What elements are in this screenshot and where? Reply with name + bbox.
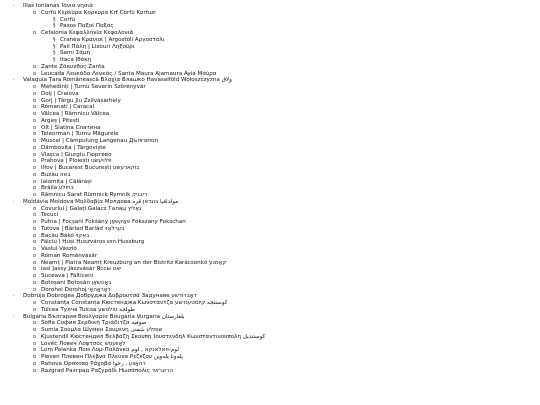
bullet-icon: o	[33, 239, 37, 246]
list-item-text: Buzău באזו	[41, 171, 71, 178]
list-item	[0, 354, 540, 361]
bullet-icon: o	[33, 347, 37, 354]
bullet-icon: o	[33, 252, 37, 259]
list-item-text: Valaquia Țara Românească Βλαχία Влашко Havasalföld Wołoszczyzna ولاق	[23, 77, 232, 84]
list-item-text: Iasi Jassy Jászvásár Яссы יאס	[41, 266, 122, 273]
list-item-text: Palí Πάλη | Lixouri Ληξούρι	[60, 43, 135, 50]
list-item-text: Dâmbovița | Târgoviște	[41, 144, 106, 151]
list-item	[0, 84, 540, 91]
list-item	[0, 219, 540, 226]
list-item-text: Moldávia Moldova Μολδαβία Молдова مولدافيا בוגדאן قره	[23, 198, 179, 205]
list-item	[0, 71, 540, 78]
list-item-text: Bacău Bákó באקוי	[41, 232, 90, 239]
list-item-text: Leucada Λευκάδα Λευκάς / Santa Maura Ajamaura Ayia Μαύρα	[41, 70, 217, 77]
bullet-icon: o	[33, 327, 37, 333]
list-item	[0, 125, 540, 132]
list-item-text: Bulgaria България Βουλγαρία Bougaria Vurgaria بلغارستان	[23, 313, 185, 320]
list-item	[0, 314, 540, 321]
bullet-icon: o	[33, 367, 37, 374]
bullet-icon: o	[33, 97, 37, 104]
list-item-text: Muscel | Câmpulung Langenau Дългопол	[41, 138, 158, 144]
list-item	[0, 98, 540, 105]
list-item	[0, 361, 540, 368]
list-item-text: Itaca Ιθάκη	[60, 57, 92, 63]
list-item	[0, 64, 540, 71]
bullet-icon: o	[33, 70, 37, 77]
list-item-text: Zante Ζάκυνθος Zanta	[41, 63, 105, 70]
bullet-icon: o	[33, 111, 37, 117]
list-item-text: Râmnicu Sarat Rümnick Rymnik ריבניק	[41, 192, 148, 198]
list-item-text: Lovéč Ловеч Λοφτσός לאָװעטש	[41, 340, 126, 347]
bullet-icon: o	[33, 259, 37, 266]
list-item	[0, 233, 540, 240]
list-item	[0, 212, 540, 219]
list-item-text: Covurlui | Galați Galacz Галац גאַליץ	[41, 205, 142, 212]
list-item-text: Dobrūja Dobrogea Добруджа Δοβρουτσά Задунаве דאָברודשע	[23, 293, 197, 300]
list-item	[0, 23, 540, 30]
list-item-text: Dolj | Craiova	[41, 90, 79, 97]
bullet-icon: §	[53, 57, 56, 63]
list-item	[0, 192, 540, 199]
bullet-icon: §	[53, 43, 56, 50]
list-item-text: Gorj | Târgu Jiu Zsilvásárhely	[41, 97, 121, 104]
list-item	[0, 327, 540, 334]
list-item	[0, 341, 540, 348]
bullet-icon: o	[33, 273, 37, 279]
list-item-text: Teleorman | Turnu Măgurele	[41, 131, 119, 138]
list-item	[0, 91, 540, 98]
bullet-icon: o	[33, 333, 37, 340]
list-item	[0, 206, 540, 213]
list-item	[0, 37, 540, 44]
bullet-icon: ·	[13, 77, 15, 84]
bullet-icon: o	[33, 151, 37, 158]
list-item-text: Romanați | Caracal	[41, 104, 95, 111]
list-item-text: Vaslui Vászló	[41, 246, 77, 252]
list-item	[0, 307, 540, 314]
bullet-icon: o	[33, 266, 37, 273]
list-item-text: Sófia София Σερδική Τριάδιτζα صوفيه	[41, 320, 147, 327]
list-item-text: Illas Ionianas Ἰόνια νησιά	[23, 3, 93, 9]
list-item-text: Suceava | Fălticeni	[41, 273, 94, 279]
bullet-icon: ·	[13, 198, 15, 205]
bullet-icon: o	[33, 131, 37, 138]
list-item	[0, 158, 540, 165]
list-item-text: Corfú Κέρκυρα Κόρκυρα Krf Corfú Korfuzi	[41, 9, 156, 16]
bullet-icon: o	[33, 320, 37, 327]
nested-outline-list	[0, 3, 540, 374]
bullet-icon: o	[33, 192, 37, 198]
bullet-icon: o	[33, 9, 37, 16]
bullet-icon: o	[33, 360, 37, 367]
list-item	[0, 3, 540, 10]
bullet-icon: o	[33, 185, 37, 192]
list-item-text: Fălciu | Huși Huszváros חוש Hussburg	[41, 239, 145, 246]
bullet-icon: o	[33, 84, 37, 90]
list-item	[0, 172, 540, 179]
bullet-icon: o	[33, 158, 37, 165]
bullet-icon: ·	[13, 293, 15, 300]
bullet-icon: o	[33, 138, 37, 144]
bullet-icon: o	[33, 178, 37, 185]
list-item	[0, 199, 540, 206]
bullet-icon: o	[33, 30, 37, 36]
list-item	[0, 273, 540, 280]
list-item	[0, 280, 540, 287]
list-item	[0, 300, 540, 307]
bullet-icon: o	[33, 144, 37, 151]
bullet-icon: o	[33, 232, 37, 239]
bullet-icon: o	[33, 279, 37, 286]
bullet-icon: ·	[13, 3, 15, 9]
list-item	[0, 30, 540, 37]
list-item-text: Sumla Σούμλα Шумен Σουμένη שומלע شمنی	[41, 327, 163, 333]
list-item	[0, 131, 540, 138]
list-item	[0, 320, 540, 327]
list-item-text: Lom Palanka Лом Λομ-Παλάνκα لوم-פאלאנקא , لوم	[41, 347, 179, 354]
list-item	[0, 111, 540, 118]
bullet-icon: §	[53, 36, 56, 43]
bullet-icon: o	[33, 286, 37, 293]
bullet-icon: o	[33, 306, 37, 313]
bullet-icon: ·	[13, 313, 15, 320]
list-item-text: Dorohoi Dorohoj דאָראָהאָי	[41, 286, 111, 293]
bullet-icon: o	[33, 104, 37, 111]
bullet-icon: o	[33, 90, 37, 97]
bullet-icon: o	[33, 124, 37, 131]
list-item	[0, 253, 540, 260]
list-item-text: Vlașca | Giurgiu Гюргево	[41, 151, 112, 158]
bullet-icon: o	[33, 205, 37, 212]
list-item-text: Kjustendil Кюстендил Βελβάζη Σκουπὴ Ἰουστενδήλ Κωνσταντινούπολη كوستنديل	[41, 333, 266, 340]
list-item-text: Argeș | Pitești	[41, 117, 80, 124]
bullet-icon: o	[33, 225, 37, 232]
bullet-icon: §	[53, 50, 56, 57]
list-item	[0, 44, 540, 51]
list-item	[0, 77, 540, 84]
bullet-icon: o	[33, 340, 37, 347]
list-item	[0, 287, 540, 294]
list-item-text: Tecuci	[41, 212, 59, 219]
bullet-icon: o	[33, 165, 37, 171]
bullet-icon: o	[33, 171, 37, 178]
bullet-icon: §	[53, 16, 56, 23]
list-item-text: Neamț | Piatra Neamț Kreuzburg an der Bistritz Karácsonkő קאַמנע	[41, 259, 227, 266]
list-item-text: Pleven Плевен Πλέβνα Πλεύνα Ρέζεζου پلەونا پلەوين	[41, 354, 183, 360]
bullet-icon: o	[33, 117, 37, 124]
list-item-text: Tutova | Bârlad Barlád בערלאַד	[41, 225, 125, 232]
list-item-text: Razgrad Разград Ραζγράδι Ηωσάπολις הרזגראד	[41, 367, 174, 374]
list-item-text: Botoșani Botosán באָטשאַן	[41, 279, 112, 286]
list-item	[0, 334, 540, 341]
list-item-text: Corfú	[60, 16, 76, 23]
bullet-icon: o	[33, 212, 37, 219]
bullet-icon: o	[33, 300, 37, 306]
list-item	[0, 152, 540, 159]
bullet-icon: o	[33, 219, 37, 225]
list-item	[0, 138, 540, 145]
list-item-text: Ialomița | Călărași	[41, 178, 92, 185]
list-item	[0, 293, 540, 300]
list-item	[0, 246, 540, 253]
list-item-text: Vâlcea | Râmnicu Vâlcea	[41, 111, 110, 117]
list-item-text: Rahova Оряхово Ράχοβα רהאָװע , رحوا	[41, 360, 146, 367]
list-item-text: Constanța Constanța Кюстенджа Κωνστάντζα كوستنجه קיוסטענדשע	[41, 300, 228, 306]
list-item	[0, 165, 540, 172]
list-item	[0, 10, 540, 17]
list-item-text: Mehedinți | Turnu Severin Szörényvár	[41, 84, 146, 90]
list-item	[0, 57, 540, 64]
list-item-text: Prahova | Ploiești פלויעשט	[41, 158, 112, 165]
list-item	[0, 179, 540, 186]
list-item-text: Roman Románvásár	[41, 252, 98, 259]
bullet-icon: o	[33, 63, 37, 70]
list-item	[0, 266, 540, 273]
bullet-icon: o	[33, 246, 37, 252]
list-item	[0, 17, 540, 24]
list-item-text: Brăila ברײַלע	[41, 185, 74, 192]
list-item	[0, 260, 540, 267]
list-item	[0, 104, 540, 111]
list-item	[0, 50, 540, 57]
list-item	[0, 118, 540, 125]
list-item-text: Ilfov | Bucarést București בוקארעשט	[41, 165, 140, 171]
list-item-text: Putna | Focșani Fokšány פאָקשאַן Fokszany Fokschan	[41, 219, 186, 225]
list-item-text: Paxos Παξοί Παξός	[60, 23, 114, 30]
list-item-text: Sami Σάμη	[60, 50, 91, 57]
list-item-text: Cefalonia Κεφαλληνία Κεφαλονιά	[41, 30, 134, 36]
list-item-text: Olt | Slatina Слатина	[41, 124, 101, 131]
bullet-icon: o	[33, 354, 37, 360]
list-item	[0, 239, 540, 246]
list-item	[0, 347, 540, 354]
list-item	[0, 185, 540, 192]
list-item-text: Tulcea Тулча Tulcsa طولجه טולטשע	[41, 306, 135, 313]
list-item	[0, 145, 540, 152]
list-item	[0, 226, 540, 233]
bullet-icon: §	[53, 23, 56, 30]
list-item	[0, 368, 540, 375]
list-item-text: Cranéa Κρανιοί | Argostóli Αργοστόλι	[60, 36, 165, 43]
